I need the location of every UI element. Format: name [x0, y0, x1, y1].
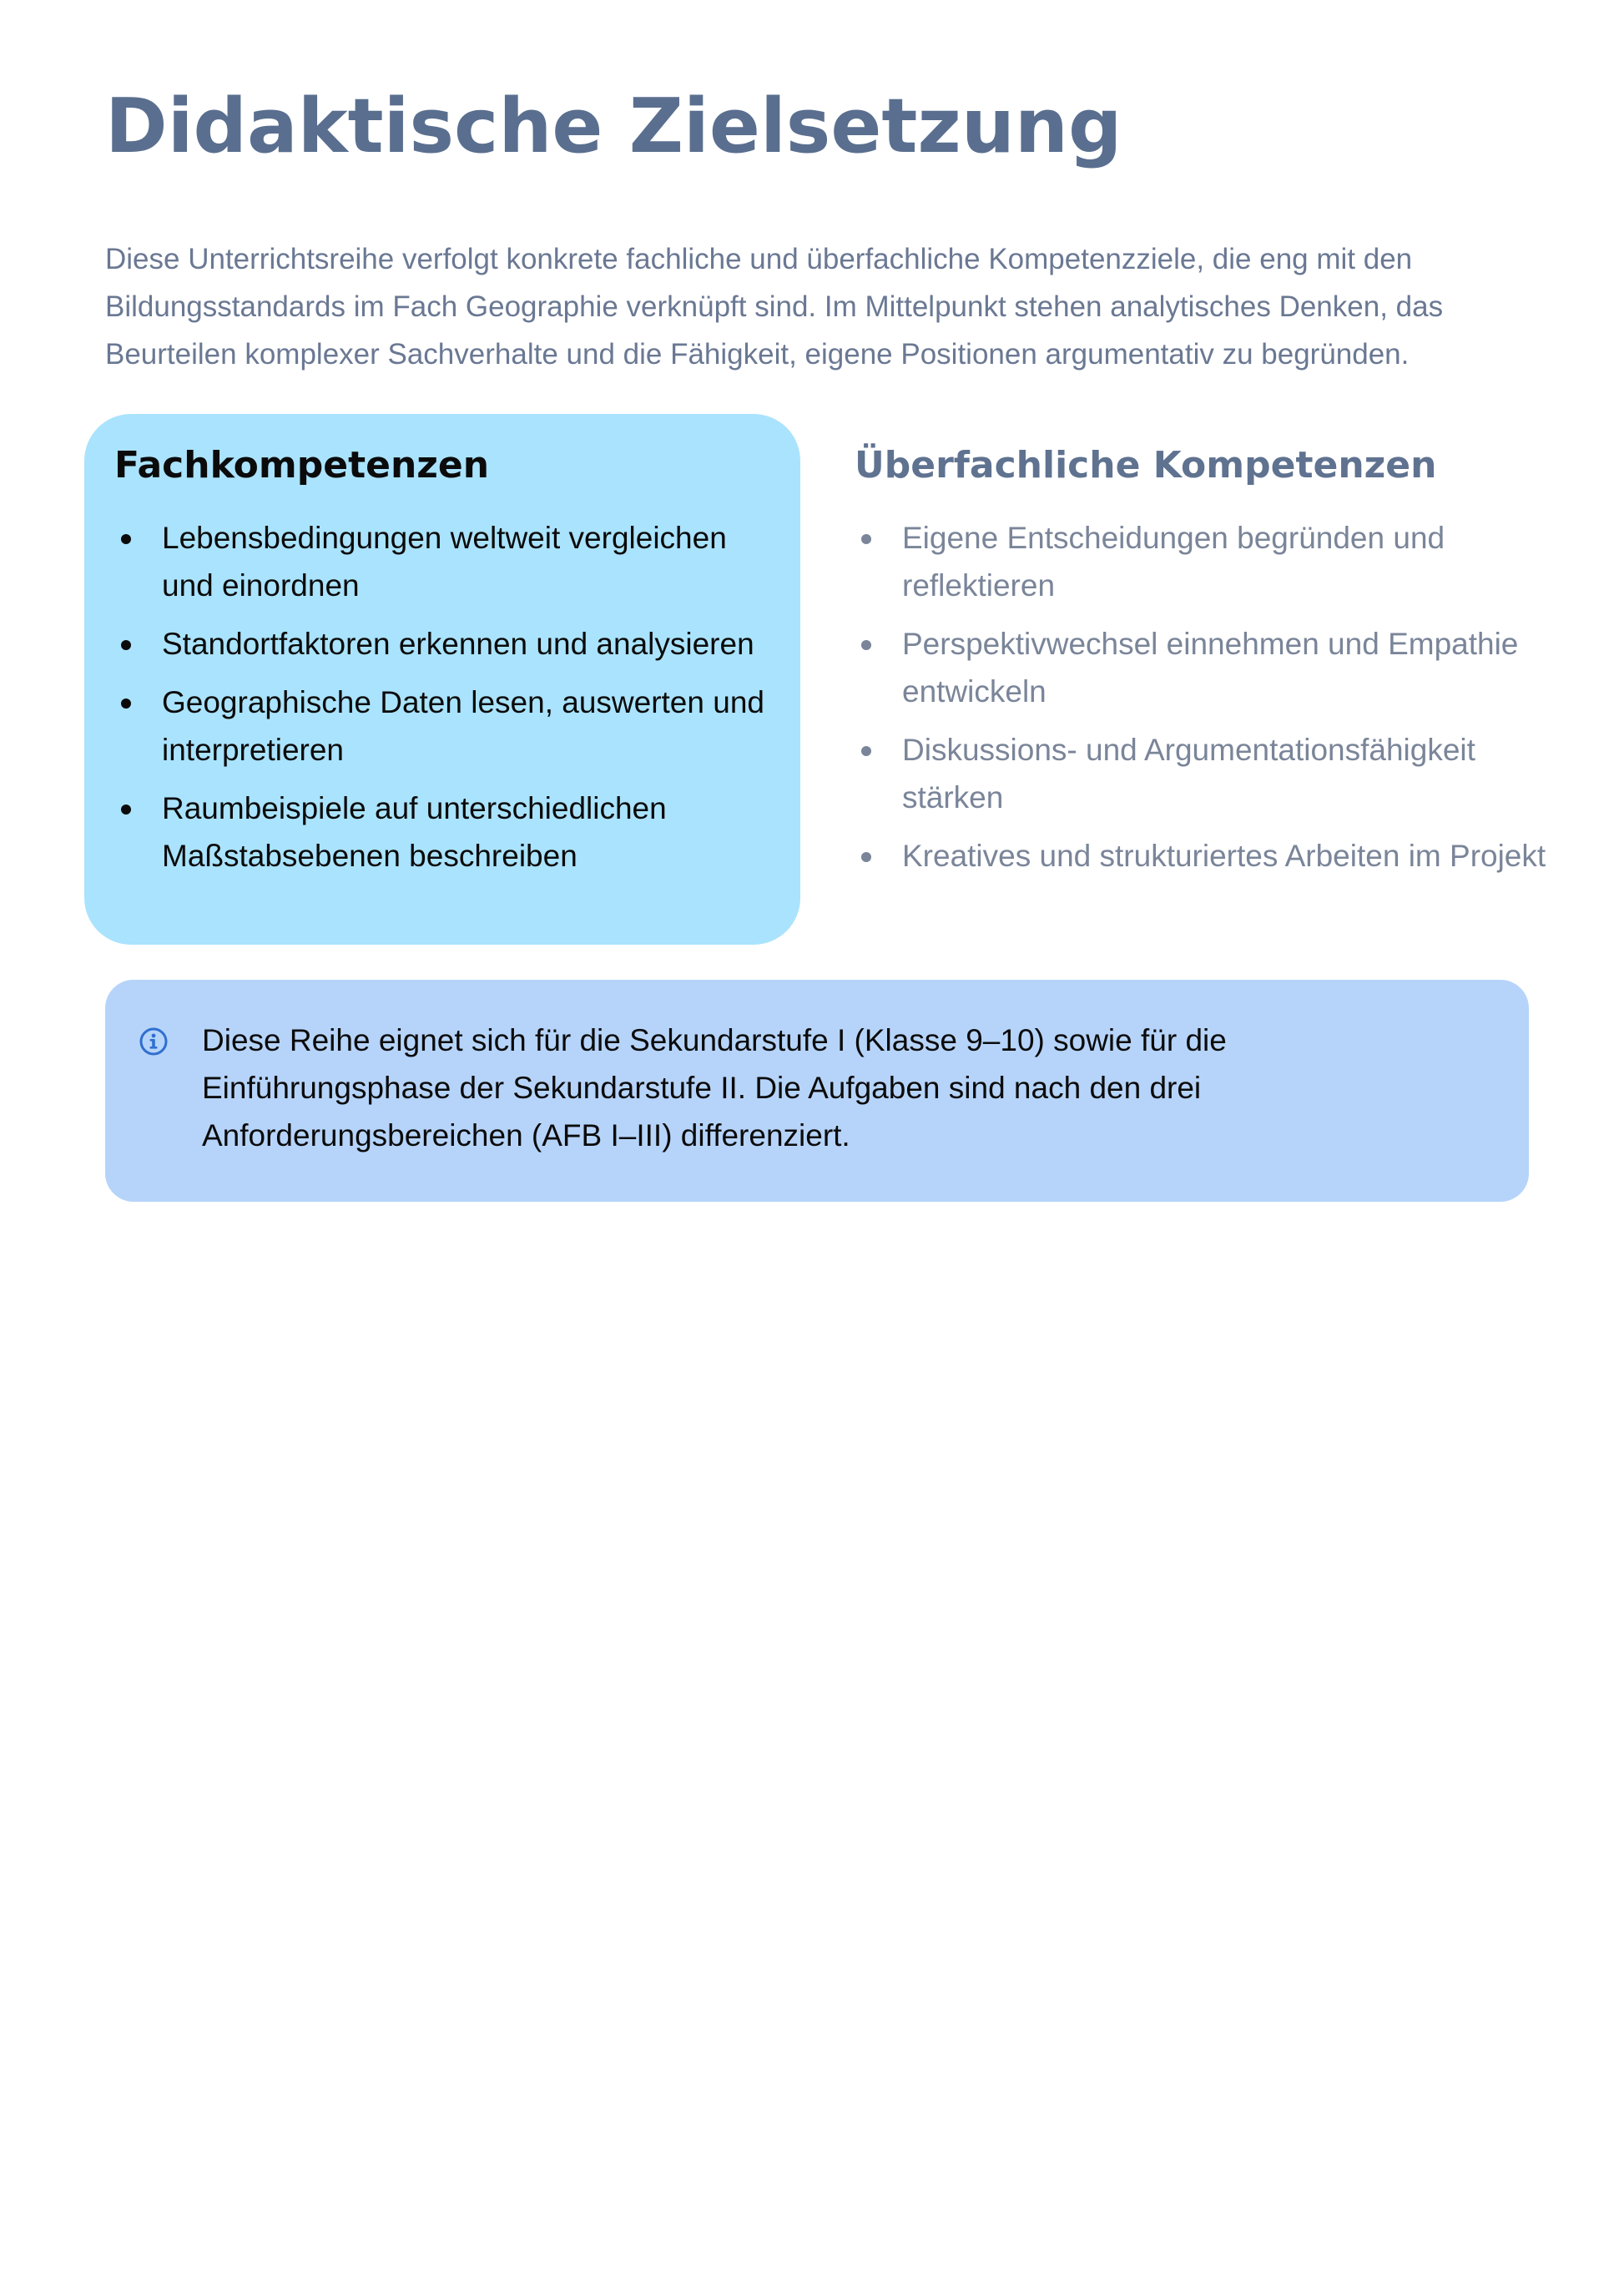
- ueberfachliche-kompetenzen-column: [855, 414, 1556, 945]
- list-item: [855, 620, 1556, 715]
- list-item: [114, 678, 770, 774]
- ueberfachliche-heading: Überfachliche Kompetenzen: [855, 444, 1437, 487]
- bullet-icon: [121, 640, 131, 650]
- info-icon: [139, 1026, 169, 1057]
- bullet-icon: [861, 534, 871, 544]
- list-item: [855, 832, 1556, 880]
- fachkompetenzen-list: [114, 514, 770, 880]
- page-title: Didaktische Zielsetzung: [105, 83, 1122, 170]
- list-item-text: Eigene Entscheidungen begründen und reflektieren: [902, 521, 1445, 603]
- list-item-text: Standortfaktoren erkennen und analysieren: [162, 627, 754, 661]
- list-item: [114, 784, 770, 880]
- bullet-icon: [861, 746, 871, 756]
- bullet-icon: [121, 699, 131, 709]
- list-item-text: Diskussions- und Argumentationsfähigkeit stärken: [902, 733, 1475, 815]
- list-item-text: Geographische Daten lesen, auswerten und interpretieren: [162, 685, 764, 767]
- bullet-icon: [861, 640, 871, 650]
- list-item: [855, 726, 1556, 821]
- list-item-text: Lebensbedingungen weltweit vergleichen und einordnen: [162, 521, 727, 603]
- bullet-icon: [861, 852, 871, 862]
- fachkompetenzen-heading: Fachkompetenzen: [114, 444, 490, 487]
- list-item: [114, 620, 770, 668]
- list-item: [114, 514, 770, 609]
- list-item-text: Perspektivwechsel einnehmen und Empathie entwickeln: [902, 627, 1519, 709]
- bullet-icon: [121, 805, 131, 815]
- bullet-icon: [121, 534, 131, 544]
- ueberfachliche-list: [855, 514, 1556, 880]
- list-item: [855, 514, 1556, 609]
- info-note-text: Diese Reihe eignet sich für die Sekundarstufe I (Klasse 9–10) sowie für die Einführungsphase der Sekundarstufe II. Die Aufgaben sind nach den drei Anforderungsbereichen (AFB I–III) differenziert.: [202, 1023, 1227, 1153]
- list-item-text: Kreatives und strukturiertes Arbeiten im Projekt: [902, 839, 1546, 873]
- list-item-text: Raumbeispiele auf unterschiedlichen Maßstabsebenen beschreiben: [162, 791, 667, 873]
- info-note-box: [105, 980, 1529, 1202]
- intro-paragraph: Diese Unterrichtsreihe verfolgt konkrete fachliche und überfachliche Kompetenzziele, die eng mit den Bildungsstandards im Fach Geographie verknüpft sind. Im Mittelpunkt stehen analytisches Denken, das Beurteilen komplexer Sachverhalte und die Fähigkeit, eigene Positionen argumentativ zu begründen.: [105, 243, 1444, 371]
- fachkompetenzen-card: [84, 414, 800, 945]
